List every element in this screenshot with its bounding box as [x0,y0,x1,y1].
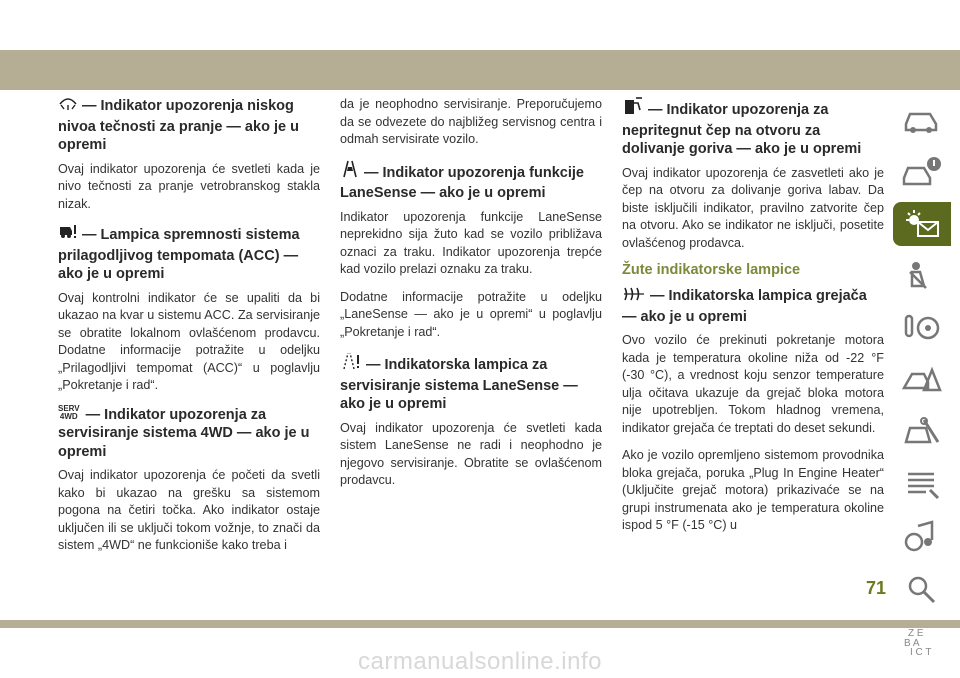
washer-fluid-icon [58,96,78,118]
fuel-cap-icon [622,96,644,122]
svg-text:B A: B A [904,638,920,649]
paragraph-lanesense-service: Ovaj indikator upozorenja će svetleti kada sistem LaneSense ne radi i neophodno je njegovo servisiranje. Obratite se ovlašćenom prodavcu. [340,420,602,487]
watermark: carmanualsonline.info [358,648,602,675]
heading-fuel-cap: — Indikator upozorenja za nepritegnut čep na otvoru za dolivanje goriva — ako je u opremi [622,96,884,159]
tab-key-steering[interactable] [893,306,951,350]
key-steering-icon [902,312,942,344]
page-number: 71 [866,578,887,598]
tab-search[interactable] [893,566,951,610]
paragraph-continued: da je neophodno servisiranje. Preporučujemo da se odvezete do najbližeg servisnog centra i odmah servisirate vozilo. [340,97,602,146]
paragraph-washer-fluid: Ovaj indikator upozorenja će svetleti kada je nivo tečnosti za pranje vetrobranskog stakla nizak. [58,161,320,211]
column-1 [58,96,320,565]
paragraph-acc: Ovaj kontrolni indikator će se upaliti da bi ukazao na kvar u sistemu ACC. Za servisiranje se obratite lokalnom ovlašćenom prodavcu. Dodatne informacije potražite u odeljku „Prilagodljivi tempomat (ACC)“ u poglavlju „Pokretanje i rad“. [58,290,320,392]
serv-4wd-icon: SERV 4WD [58,403,80,421]
tab-hazard[interactable] [893,358,951,402]
heading-washer-fluid: — Indikator upozorenja niskog nivoa tečnosti za pranje — ako je u opremi [58,98,299,153]
car-icon [902,104,942,136]
heading-4wd: SERV 4WD — Indikator upozorenja za servisiranje sistema 4WD — ako je u opremi [58,403,310,460]
wrench-icon [902,416,942,448]
tab-seat-safety[interactable] [893,254,951,298]
search-icon [902,572,942,604]
svg-text:I C T: I C T [910,647,932,656]
paragraph-lanesense-2: Dodatne informacije potražite u odeljku „LaneSense — ako je u opremi“ u poglavlju „Pokretanje i rad“. [340,289,602,339]
tab-car[interactable] [893,98,951,142]
hazard-triangle-icon [902,364,942,396]
heading-lanesense-service: — Indikatorska lampica za servisiranje sistema LaneSense — ako je u opremi [340,351,602,414]
paragraph-heater-2: Ako je vozilo opremljeno sistemom provodnika bloka grejača, poruka „Plug In Engine Heater“ (Uključite grejač motora) prikazivaće se na grupi instrumenata ako je temperatura okoline ispod 5 °F (-15 °C) u [622,448,884,532]
paragraph-lanesense-1: Indikator upozorenja funkcije LaneSense neprekidno sija žuto kad se vozilo približava oznaci za traku. Indikator upozorenja trepće kad vozilo prelazi oznaku za traku. [340,209,602,276]
header-band [0,50,960,90]
paragraph-fuel-cap: Ovaj indikator upozorenja će zasvetleti ako je čep na otvoru za dolivanje goriva labav. Da biste isključili indikator, pravilno zatvorite čep na otvoru. Ako se indikator ne isključi, posetite ovlašćenog prodavca. [622,165,884,250]
heading-lanesense: — Indikator upozorenja funkcije LaneSense — ako je u opremi [340,159,602,203]
column-3 [622,96,884,545]
heading-acc: — Lampica spremnosti sistema prilagodljivog tempomata (ACC) — ako je u opremi [58,223,320,284]
heading-heater: — Indikatorska lampica grejača — ako je u opremi [622,288,867,325]
column-2 [340,96,602,500]
tab-wrench[interactable] [893,410,951,454]
chapter-tabs [893,98,960,670]
lanesense-icon [340,159,360,185]
svg-text:Z E: Z E [908,628,924,639]
seat-safety-icon [902,260,942,292]
tab-music[interactable] [893,514,951,558]
footer-band [0,620,960,628]
tab-list[interactable] [893,462,951,506]
music-icon [902,520,942,552]
warning-lights-icon [902,208,942,240]
lanesense-service-icon [340,351,362,377]
acc-car-icon [58,223,78,247]
engine-heater-icon [622,286,646,308]
paragraph-4wd: Ovaj indikator upozorenja će početi da svetli kako bi ukazao na grešku sa sistemom pogona na četiri točka. Ako indikator ostaje uključen ili se uključi tokom vožnje, to znači da sistem „4WD“ ne funkcioniše kako treba i [58,468,320,552]
section-heading-yellow: Žute indikatorske lampice [622,262,801,278]
car-info-icon [902,156,942,188]
list-icon [902,468,942,500]
paragraph-heater-1: Ovo vozilo će prekinuti pokretanje motora kada je temperatura okoline niža od -22 °F (-30 °C), a vrednost koju senzor temperature ulja očitava ukazuje da grejač bloka motora nije upotrebljen. Tokom hladnog vremena, indikator grejača će treptati do deset sekundi. [622,333,884,435]
tab-warning-lights[interactable] [893,202,951,246]
tab-car-info[interactable] [893,150,951,194]
